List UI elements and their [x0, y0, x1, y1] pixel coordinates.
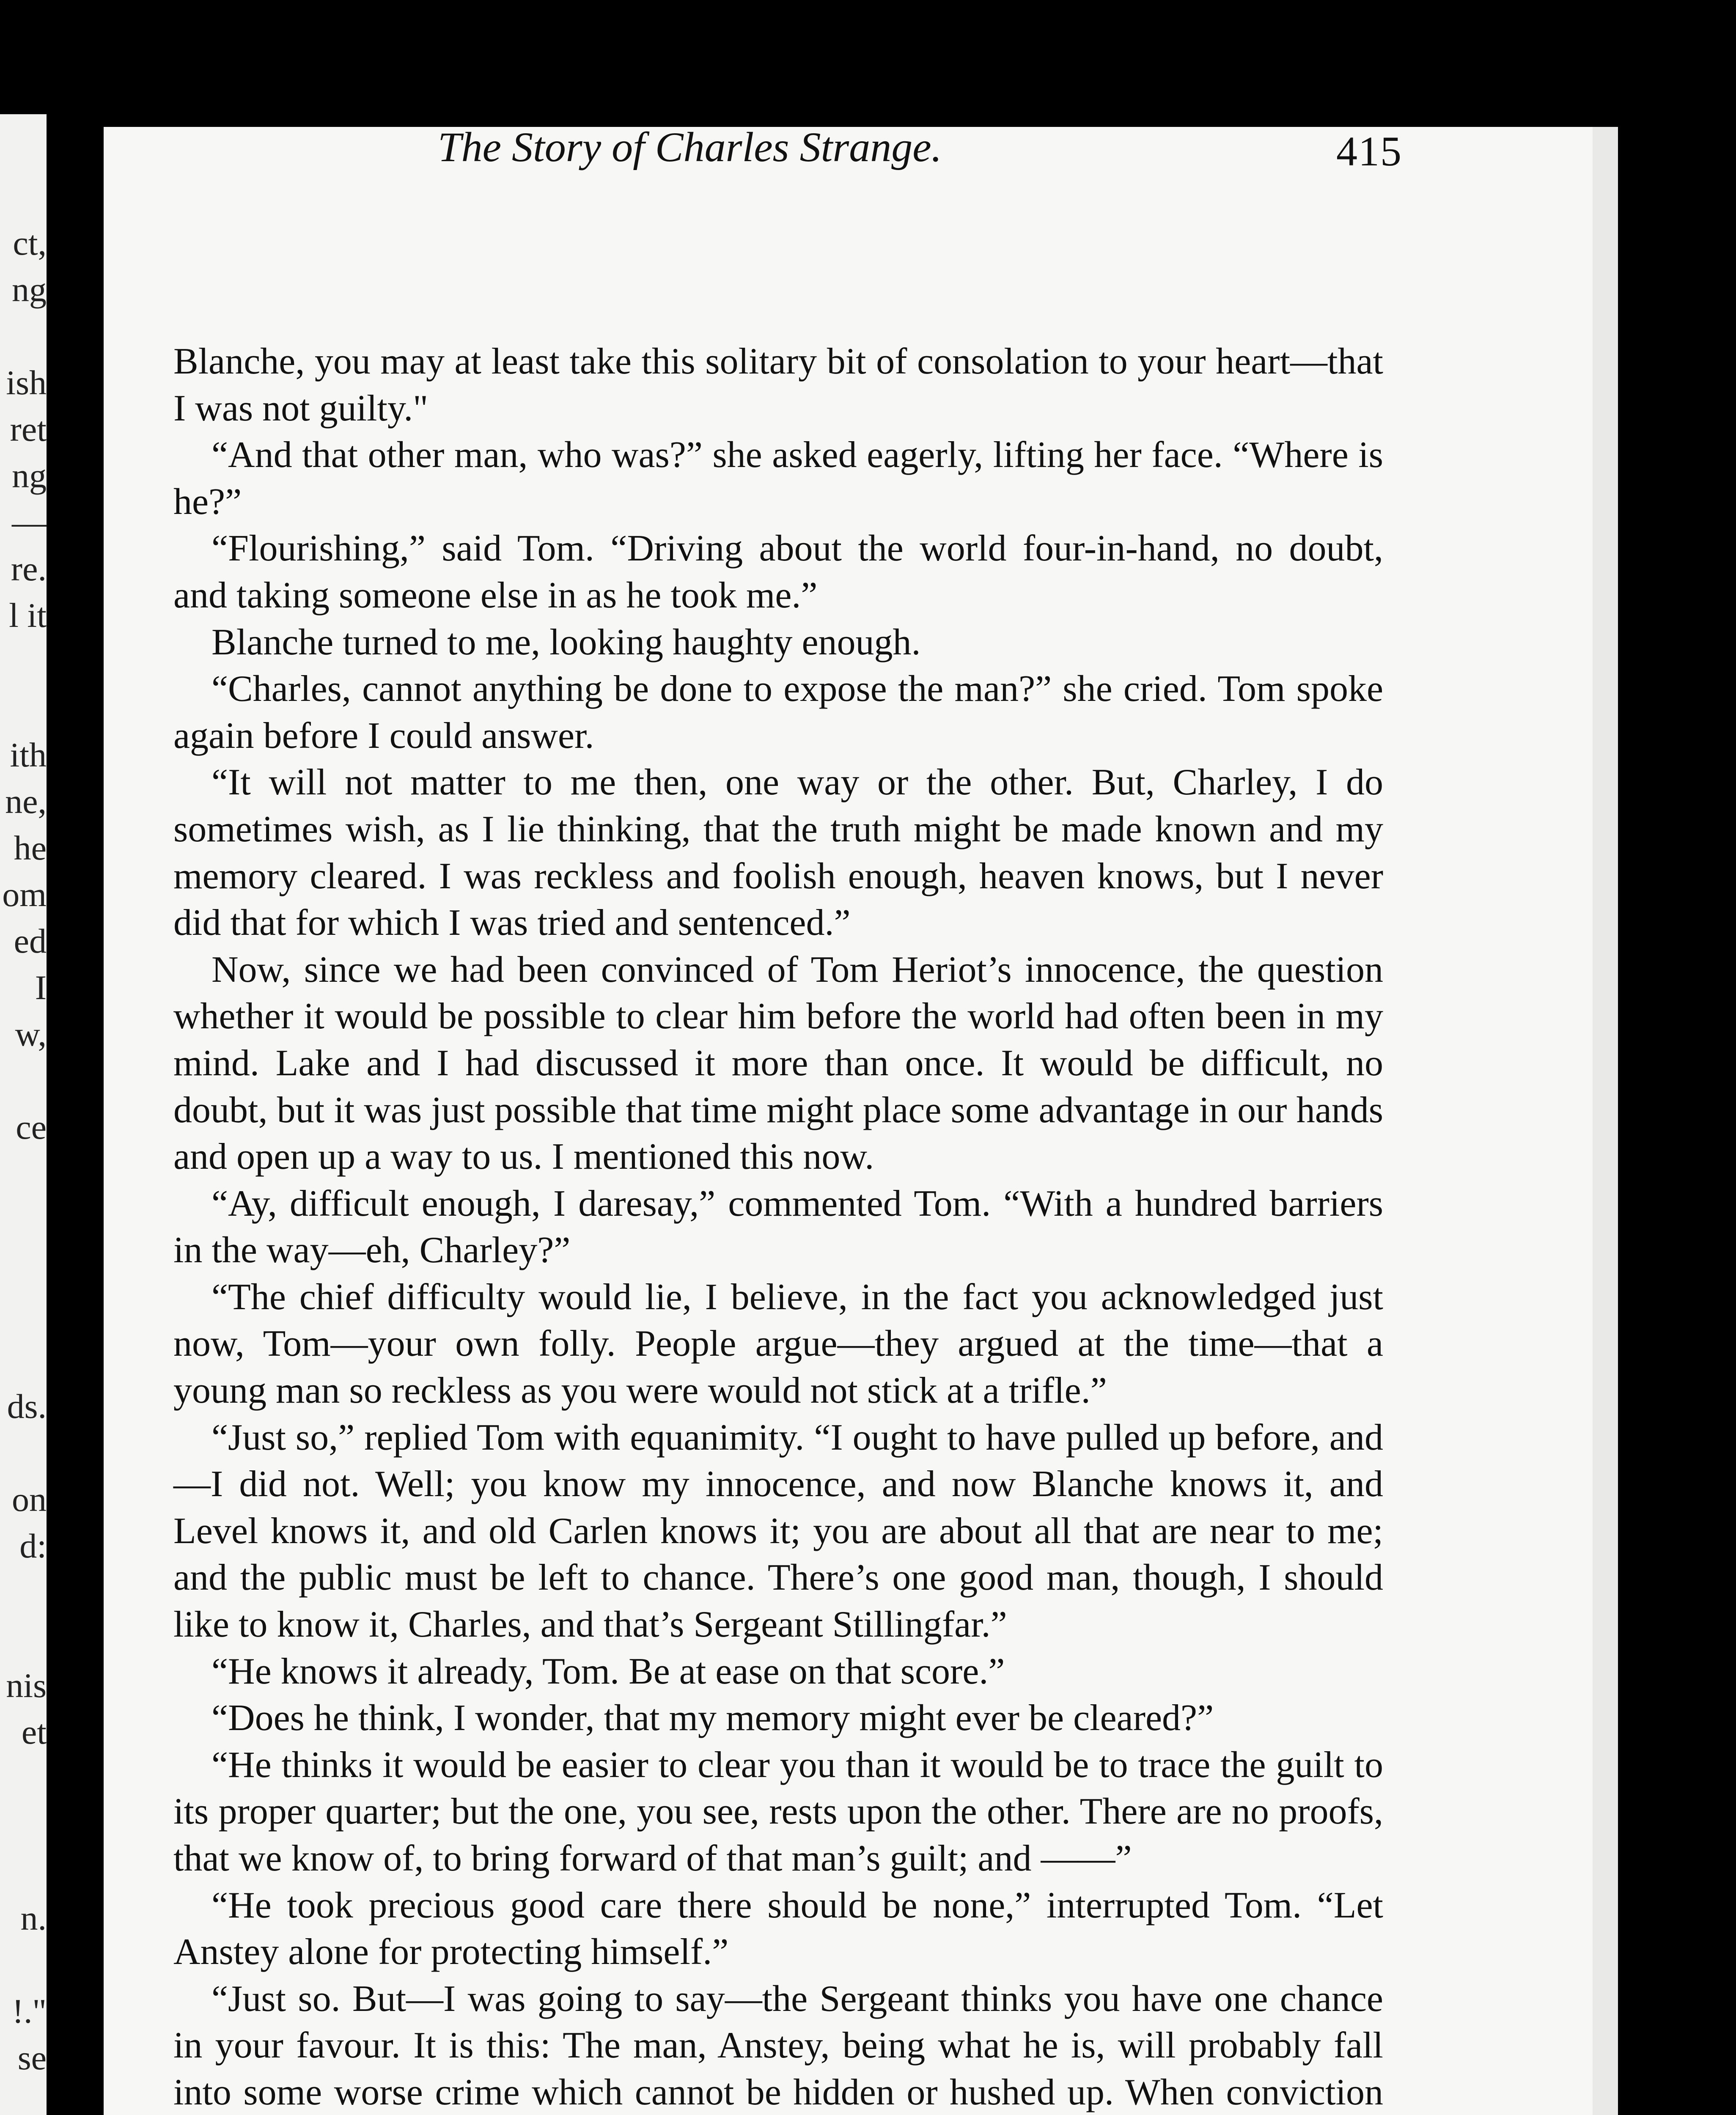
page-body	[173, 338, 1383, 2115]
facing-page-fragment	[0, 685, 47, 732]
facing-page-fragment	[0, 1337, 47, 1383]
facing-page-fragment: !."	[12, 1992, 47, 2030]
facing-page-fragment: et	[21, 1713, 47, 1751]
facing-page-fragment: I	[35, 968, 47, 1007]
facing-page-fragment	[0, 1802, 47, 1849]
facing-page-fragment	[0, 1197, 47, 1244]
facing-page-fragment: l it	[9, 596, 47, 634]
facing-page-fragment: ret	[10, 410, 47, 448]
facing-page-fragment: ng	[12, 456, 47, 495]
paragraph: “Does he think, I wonder, that my memory might ever be cleared?”	[212, 1697, 1214, 1739]
facing-page-text	[0, 220, 47, 2115]
facing-page-fragment: ct,	[13, 224, 47, 262]
facing-page-fragment: re.	[11, 549, 47, 588]
facing-page-fragment: ds.	[7, 1387, 47, 1426]
facing-page-fragment	[0, 1151, 47, 1197]
paragraph: “Charles, cannot anything be done to expose the man?” she cried. Tom spoke again before I could answer.	[173, 668, 1383, 756]
facing-page-fragment	[0, 2081, 47, 2115]
facing-page-fragment: n.	[20, 1899, 47, 1937]
paragraph: Blanche turned to me, looking haughty enough.	[212, 621, 921, 663]
paragraph: “He knows it already, Tom. Be at ease on that score.”	[212, 1651, 1005, 1692]
paragraph: “And that other man, who was?” she asked eagerly, lifting her face. “Where is he?”	[173, 434, 1383, 522]
facing-page-fragment: nis	[6, 1666, 47, 1705]
paragraph: Now, since we had been convinced of Tom Heriot’s innocence, the question whether it would be possible to clear him before the world had often been in my mind. Lake and I had discussed it more than once. It would be difficult, no doubt, but it was just possible that time might place some advantage in our hands and open up a way to us. I mentioned this now.	[173, 949, 1383, 1178]
paragraph: “He thinks it would be easier to clear you than it would be to trace the guilt to its proper quarter; but the one, you see, rests upon the other. There are no proofs, that we know of, to bring forward of that man’s guilt; and ——”	[173, 1744, 1383, 1879]
facing-page-fragment	[0, 1755, 47, 1802]
paragraph: “It will not matter to me then, one way or the other. But, Charley, I do sometimes wish, as I lie thinking, that the truth might be made known and my memory cleared. I was reckless and foolish enough, heaven knows, but I never did that for which I was tried and sentenced.”	[173, 762, 1383, 944]
facing-page-fragment: ish	[6, 363, 47, 402]
paragraph: “He took precious good care there should be none,” interrupted Tom. “Let Anstey alone for protecting himself.”	[173, 1884, 1383, 1973]
facing-page-fragment	[0, 1058, 47, 1104]
page-number: 415	[1336, 128, 1402, 175]
facing-page-fragment: ng	[12, 270, 47, 309]
facing-page-fragment	[0, 1569, 47, 1616]
paragraph: “The chief difficulty would lie, I believe, in the fact you acknowledged just now, Tom—your own folly. People argue—they argued at the time—that a young man so reckless as you were would not stick at a trifle.”	[173, 1276, 1383, 1412]
facing-page-fragment	[0, 1430, 47, 1476]
facing-page-fragment: he	[14, 829, 47, 867]
facing-page-fragment: ce	[16, 1108, 47, 1146]
page-edge-shadow	[1593, 127, 1618, 2115]
facing-page-fragment: om	[2, 875, 47, 914]
facing-page-fragment: —	[12, 503, 47, 541]
facing-page-fragment: ed	[14, 922, 47, 960]
facing-page-fragment	[0, 639, 47, 685]
facing-page-fragment: d:	[19, 1527, 47, 1565]
facing-page-fragment	[0, 1942, 47, 1988]
facing-page-fragment: se	[17, 2038, 47, 2077]
facing-page-fragment	[0, 1616, 47, 1662]
facing-page-fragment	[0, 313, 47, 360]
facing-page-fragment: on	[12, 1480, 47, 1519]
page-header	[176, 123, 1402, 173]
facing-page-fragment	[0, 1290, 47, 1337]
facing-page-fragment: ith	[10, 736, 47, 774]
paragraph: Blanche, you may at least take this solitary bit of consolation to your heart—that I was not guilty."	[173, 341, 1383, 429]
paragraph: “Ay, difficult enough, I daresay,” commented Tom. “With a hundred barriers in the way—eh, Charley?”	[173, 1183, 1383, 1271]
facing-page-fragment	[0, 1849, 47, 1895]
paragraph: “Flourishing,” said Tom. “Driving about the world four-in-hand, no doubt, and taking someone else in as he took me.”	[173, 528, 1383, 616]
facing-page-fragment: ne,	[5, 782, 47, 821]
running-title: The Story of Charles Strange.	[438, 124, 942, 170]
facing-page-fragment	[0, 1244, 47, 1290]
paragraph: “Just so. But—I was going to say—the Sergeant thinks you have one chance in your favour. It is this: The man, Anstey, being what he is, will probably fall into some worse crime which cannot be hidden or hushed up. When conviction	[173, 1978, 1383, 2113]
facing-page-fragment: w,	[15, 1015, 47, 1053]
paragraph: “Just so,” replied Tom with equanimity. “I ought to have pulled up before, and—I did not. Well; you know my innocence, and now Blanche knows it, and Level knows it, and old Carlen knows it; you are about all that are near to me; and the public must be left to chance. There’s one good man, though, I should like to know it, Charles, and that’s Sergeant Stillingfar.”	[173, 1417, 1383, 1645]
